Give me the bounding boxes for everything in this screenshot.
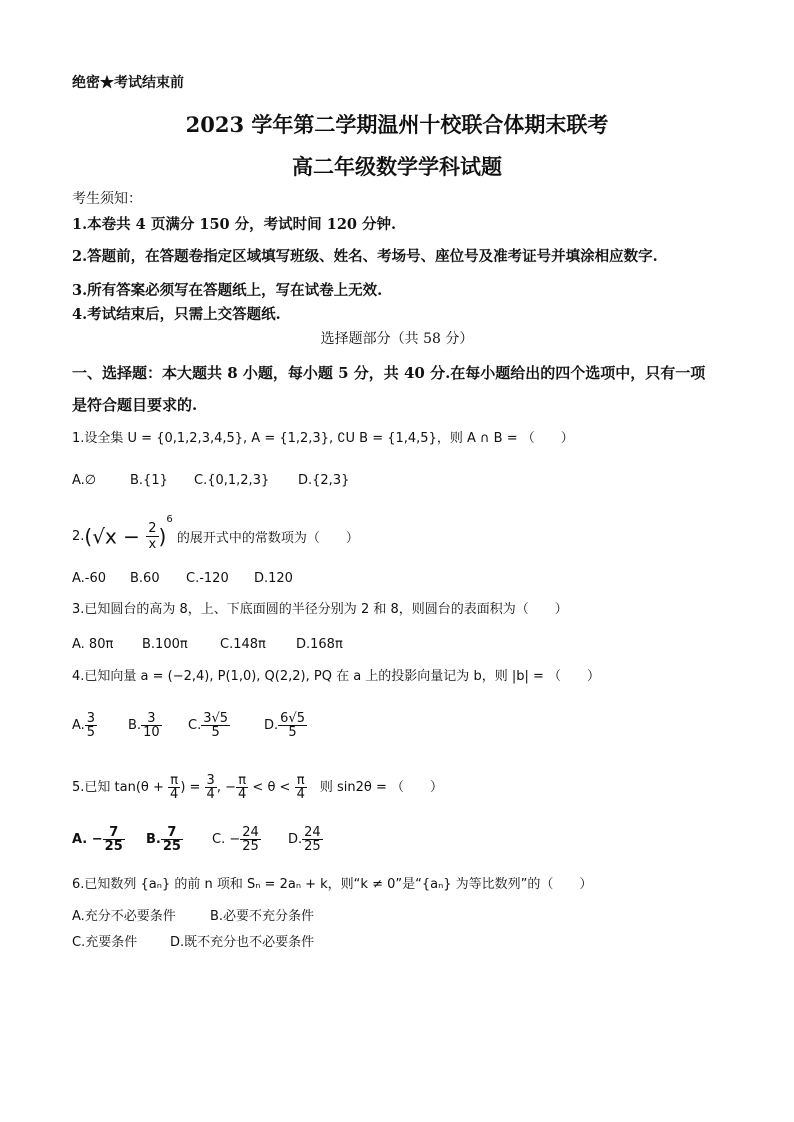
question-6-option-b: B.必要不充分条件 (210, 909, 315, 924)
question-1-option-a: A.∅ (72, 473, 97, 488)
frac-num: 3 (86, 711, 96, 726)
frac-den: 4 (238, 787, 247, 802)
question-2-number: 2. (72, 529, 85, 544)
question-2-frac-den: x (148, 537, 157, 552)
frac-num: 24 (242, 825, 259, 840)
frac-den: 4 (170, 787, 179, 802)
option-label: D. (264, 718, 279, 733)
question-2-frac-num: 2 (148, 521, 157, 536)
question-1-option-d: D.{2,3} (298, 473, 350, 488)
frac-num: 3√5 (203, 711, 229, 726)
question-4-option-b (128, 712, 162, 739)
question-3-option-a: A. 80π (72, 637, 114, 652)
question-5-option-c (212, 826, 261, 853)
question-5-frac-2 (205, 774, 217, 801)
frac-den: 5 (288, 725, 297, 740)
frac-den: 5 (211, 725, 220, 740)
question-2-stem (72, 514, 359, 552)
question-5-frac-3 (236, 774, 248, 801)
frac-den: 4 (206, 787, 215, 802)
part1-instructions-line2: 是符合题目要求的. (72, 396, 198, 414)
frac-num: 6√5 (280, 711, 305, 726)
question-1-option-c: C.{0,1,2,3} (194, 473, 270, 488)
question-6-stem: 6.已知数列 {aₙ} 的前 n 项和 Sₙ = 2aₙ + k，则“k ≠ 0”是“{aₙ} 为等比数列”的（ ） (72, 877, 593, 892)
option-label: A. − (72, 832, 103, 847)
note-item-3: 3.所有答案必须写在答题纸上，写在试卷上无效. (72, 282, 383, 299)
frac-num: 3 (141, 712, 162, 726)
frac-num: 24 (304, 825, 321, 840)
exam-subtitle: 高二年级数学学科试题 (292, 154, 502, 179)
option-fraction (201, 712, 230, 739)
question-5-frac-4 (295, 774, 307, 801)
frac-den: 25 (162, 839, 181, 854)
section-title: 选择题部分（共 58 分） (320, 331, 474, 347)
question-5-mid-1: ) = (180, 780, 205, 795)
option-fraction (240, 826, 261, 853)
question-3-option-c: C.148π (220, 637, 266, 652)
frac-den: 5 (86, 725, 96, 740)
option-label: B. (146, 832, 161, 847)
note-item-1: 1.本卷共 4 页满分 150 分，考试时间 120 分钟. (72, 216, 397, 233)
question-1-stem: 1.设全集 U = {0,1,2,3,4,5}, A = {1,2,3}, ∁U B = {1,4,5}，则 A ∩ B = （ ） (72, 431, 574, 446)
option-label: C. − (212, 832, 241, 847)
question-4-option-c (188, 712, 230, 739)
question-6-option-c: C.充要条件 (72, 935, 138, 950)
note-item-4: 4.考试结束后，只需上交答题纸. (72, 306, 281, 323)
option-label: A. (72, 718, 85, 733)
question-4-stem: 4.已知向量 a = (−2,4), P(1,0), Q(2,2), PQ 在 a 上的投影向量记为 b，则 |b| = （ ） (72, 669, 600, 684)
question-5-option-a (72, 826, 125, 853)
frac-num: 7 (103, 826, 125, 840)
frac-num: π (168, 774, 180, 788)
question-5-mid-2: , − (216, 780, 236, 795)
question-5-mid-3: < θ < (248, 780, 295, 795)
option-fraction (161, 826, 183, 853)
frac-den: 25 (104, 839, 123, 854)
question-5-stem (72, 774, 443, 801)
question-3-stem: 3.已知圆台的高为 8，上、下底面圆的半径分别为 2 和 8，则圆台的表面积为（ ） (72, 602, 568, 617)
question-5-option-d (288, 826, 323, 853)
frac-den: 10 (143, 725, 160, 740)
question-4-option-d (264, 712, 307, 739)
question-3-option-b: B.100π (142, 637, 188, 652)
question-5-suffix: 则 sin2θ = （ ） (306, 780, 443, 795)
confidential-label: 绝密★考试结束前 (72, 75, 184, 91)
question-2-option-d: D.120 (254, 571, 293, 586)
question-5-prefix: 5.已知 tan(θ + (72, 780, 169, 795)
question-5-frac-1 (168, 774, 180, 801)
question-2-text: 的展开式中的常数项为（ ） (176, 531, 359, 546)
question-2-fraction (146, 521, 158, 552)
question-2-expr: (√x − (84, 524, 147, 549)
frac-num: π (295, 774, 307, 788)
frac-den: 25 (304, 839, 321, 854)
option-label: D. (288, 832, 303, 847)
question-2-close: ) (158, 524, 167, 549)
option-fraction (141, 712, 162, 739)
question-2-option-b: B.60 (130, 571, 160, 586)
question-2-option-c: C.-120 (186, 571, 229, 586)
notes-heading: 考生须知： (72, 191, 142, 207)
note-item-2: 2.答题前，在答题卷指定区域填写班级、姓名、考场号、座位号及准考证号并填涂相应数字. (72, 248, 658, 265)
frac-num: 7 (161, 826, 183, 840)
question-4-option-a (72, 712, 97, 739)
frac-num: π (236, 774, 248, 788)
option-fraction (103, 826, 125, 853)
question-6-option-d: D.既不充分也不必要条件 (170, 935, 315, 950)
option-label: B. (128, 718, 142, 733)
frac-num: 3 (206, 773, 215, 788)
question-2-option-a: A.-60 (72, 571, 107, 586)
frac-den: 4 (296, 787, 305, 802)
question-6-option-a: A.充分不必要条件 (72, 909, 176, 924)
exam-title: 2023 学年第二学期温州十校联合体期末联考 (185, 112, 609, 137)
option-label: C. (188, 718, 202, 733)
option-fraction (278, 712, 307, 739)
option-fraction (85, 712, 97, 739)
frac-den: 25 (242, 839, 259, 854)
option-fraction (302, 826, 323, 853)
question-1-option-b: B.{1} (130, 473, 168, 488)
question-2-power: 6 (166, 514, 173, 525)
question-5-option-b (146, 826, 183, 853)
part1-instructions-line1: 一、选择题：本大题共 8 小题，每小题 5 分，共 40 分.在每小题给出的四个选项中，只有一项 (72, 364, 706, 382)
question-3-option-d: D.168π (296, 637, 343, 652)
